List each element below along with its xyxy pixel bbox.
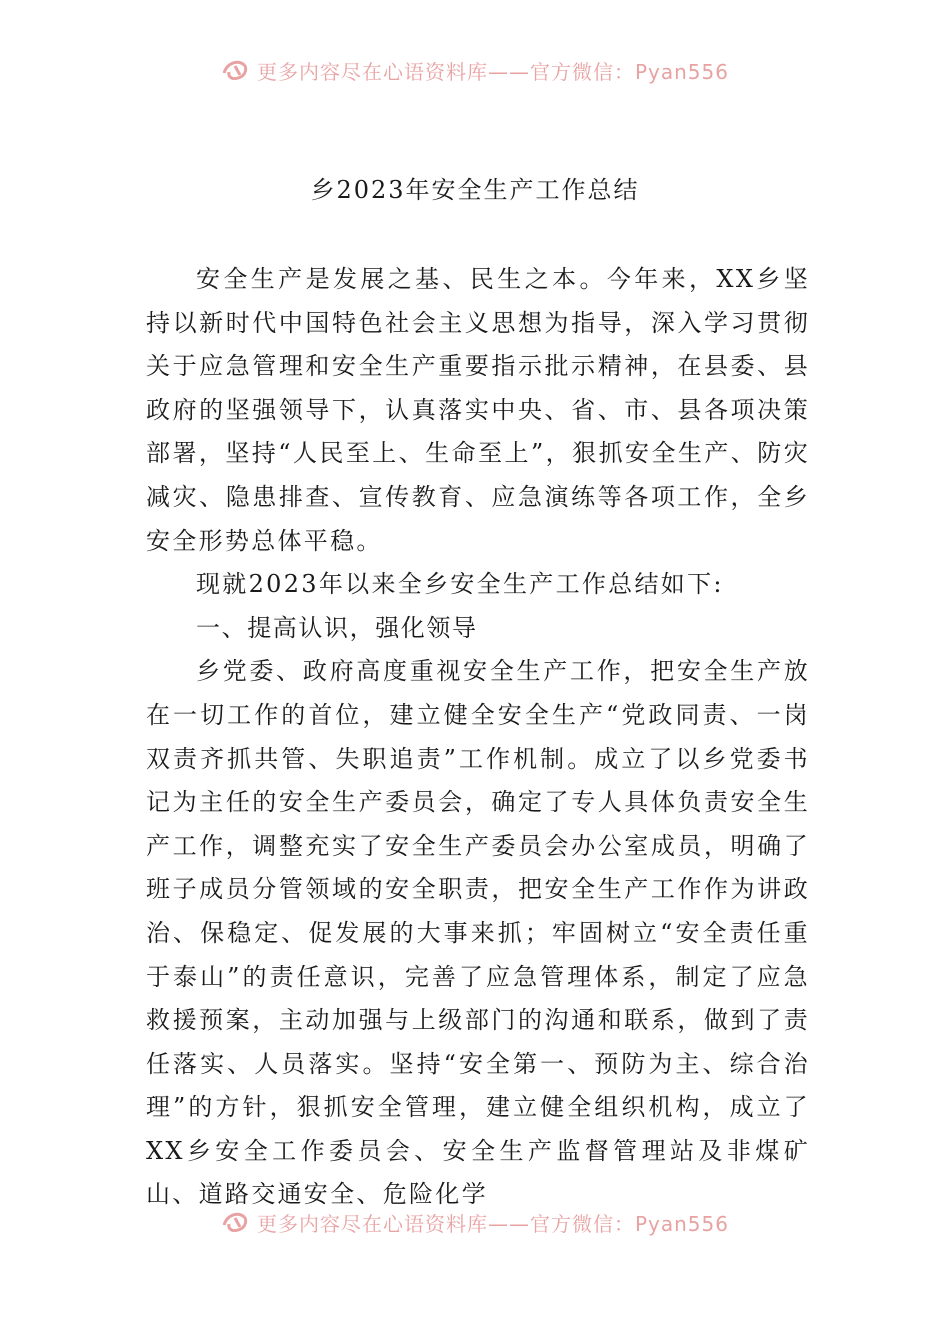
paragraph-intro: 安全生产是发展之基、民生之本。今年来，XX乡坚持以新时代中国特色社会主义思想为指导，深入学习贯彻关于应急管理和安全生产重要指示批示精神，在县委、县政府的坚强领导下，认真落实中央、省、市、县各项决策部署，坚持“人民至上、生命至上”，狠抓安全生产、防灾减灾、隐患排查、宣传教育、应急演练等各项工作，全乡安全形势总体平稳。 [146, 265, 810, 555]
section-heading: 一、提高认识，强化领导 [196, 613, 478, 642]
watermark-text: 更多内容尽在心语资料库——官方微信：Pyan556 [256, 1211, 729, 1236]
brand-logo-icon [221, 57, 251, 83]
watermark-text: 更多内容尽在心语资料库——官方微信：Pyan556 [256, 59, 729, 84]
brand-logo-icon [221, 1209, 251, 1235]
paragraph-summary-lead: 现就2023年以来全乡安全生产工作总结如下: [196, 570, 724, 599]
document-body [146, 258, 810, 1217]
watermark-header [0, 54, 950, 86]
watermark-footer [0, 1206, 950, 1238]
paragraph-section-body: 乡党委、政府高度重视安全生产工作，把安全生产放在一切工作的首位，建立健全安全生产“党政同责、一岗双责齐抓共管、失职追责”工作机制。成立了以乡党委书记为主任的安全生产委员会，确定了专人具体负责安全生产工作，调整充实了安全生产委员会办公室成员，明确了班子成员分管领域的安全职责，把安全生产工作作为讲政治、保稳定、促发展的大事来抓；牢固树立“安全责任重于泰山”的责任意识，完善了应急管理体系，制定了应急救援预案，主动加强与上级部门的沟通和联系，做到了责任落实、人员落实。坚持“安全第一、预防为主、综合治理”的方针，狠抓安全管理，建立健全组织机构，成立了XX乡安全工作委员会、安全生产监督管理站及非煤矿山、道路交通安全、危险化学 [146, 657, 810, 1209]
document-title: 乡2023年安全生产工作总结 [310, 176, 640, 204]
